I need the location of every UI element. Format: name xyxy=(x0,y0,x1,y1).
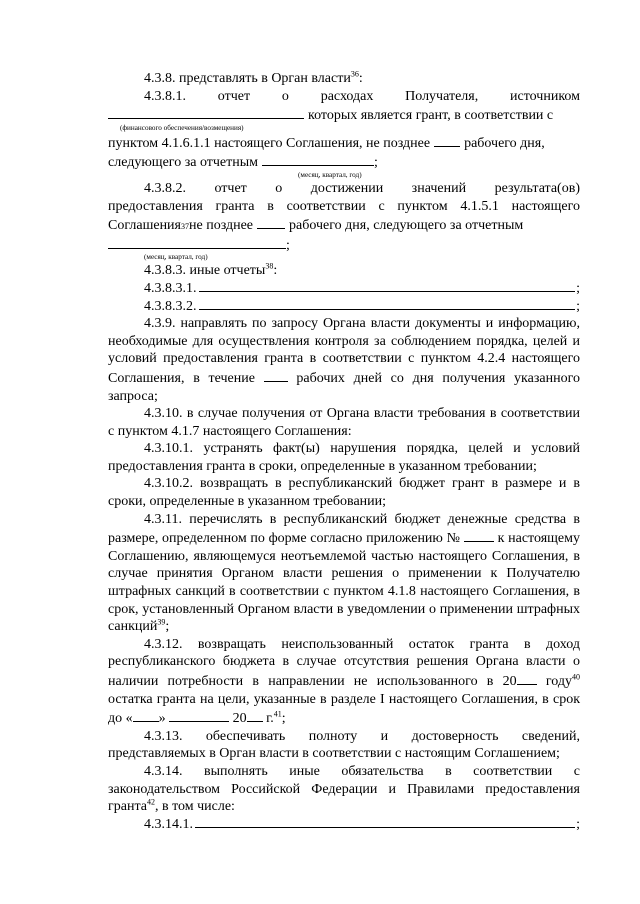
clause-4-3-10-2: 4.3.10.2. возвращать в республиканский бюджет грант в размере и в сроки, определенные в указанном требовании; xyxy=(108,476,580,510)
period-blank-2[interactable] xyxy=(108,235,286,249)
month-blank[interactable] xyxy=(169,708,229,722)
caption-period: (месяц, квартал, год) xyxy=(298,170,362,179)
clause-4-3-14: 4.3.14. выполнять иные обязательства в соответствии с законодательством Российской Федерации и Правилами предоставления гранта$^{42}$, в том числе: xyxy=(108,763,580,815)
caption-funding: (финансового обеспечения/возмещения) xyxy=(120,123,244,132)
other-report-blank-1[interactable] xyxy=(199,291,576,292)
clause-4-3-14-1: 4.3.14.1. ; xyxy=(144,816,580,832)
caption-period-2: (месяц, квартал, год) xyxy=(144,253,208,262)
clause-4-3-9: 4.3.9. направлять по запросу Органа власти документы и информацию, необходимые для осуществления контроля за соблюдением порядка, целей и условий предоставления гранта в соответствии с пунктом 4.2.4 настоящего Соглашения, в течение рабочих дней со дня получения указанного запроса; xyxy=(108,316,580,404)
clause-4-3-10: 4.3.10. в случае получения от Органа власти требования в соответствии с пунктом 4.1.7 настоящего Соглашения: xyxy=(108,406,580,439)
day-blank[interactable] xyxy=(133,708,159,722)
clause-4-3-8: 4.3.8. представлять в Орган власти$^{36}$: xyxy=(144,69,363,86)
funding-type-blank[interactable] xyxy=(108,105,304,119)
days-blank[interactable] xyxy=(434,133,460,147)
document-page xyxy=(108,70,580,833)
clause-4-3-10-1: 4.3.10.1. устранять факт(ы) нарушения порядка, целей и условий предоставления гранта в сроки, определенные в указанном требовании; xyxy=(108,441,580,474)
period-blank[interactable] xyxy=(262,152,374,166)
appendix-number-blank[interactable] xyxy=(464,528,494,542)
clause-4-3-12: 4.3.12. возвращать неиспользованный остаток гранта в доход республиканского бюджета в случае отсутствия решения Органа власти о наличии потребности в направлении не использованного в 20 году$^{40}$ остатка гранта на цели, указанные в разделе I настоящего Соглашения, в срок до « » 20 г.$^{41}$; xyxy=(108,636,580,727)
clause-4-3-13: 4.3.13. обеспечивать полноту и достоверность сведений, представляемых в Орган власти в соответствии с настоящим Соглашением; xyxy=(108,728,580,762)
days-blank-2[interactable] xyxy=(257,215,285,229)
clause-4-3-8-1: 4.3.8.1. отчет о расходах Получателя, источником которых является грант, в соответствии с (финансового обеспечения/возмещения) пунктом 4.1.6.1.1 настоящего Соглашения, не позднее рабочего дня, следующего за отчетным ; (месяц, квартал, год) xyxy=(108,88,580,179)
other-obligation-blank[interactable] xyxy=(195,827,575,828)
clause-4-3-8-3-1: 4.3.8.3.1. ; xyxy=(144,280,580,296)
year-blank[interactable] xyxy=(517,671,537,685)
days-blank-3[interactable] xyxy=(264,368,288,382)
clause-4-3-8-3: 4.3.8.3. иные отчеты$^{38}$: xyxy=(144,261,278,279)
clause-4-3-8-2: 4.3.8.2. отчет о достижении значений результата(ов) предоставления гранта в соответствии с пунктом 4.1.5.1 настоящего Соглашения 37 не позднее рабочего дня, следующего за отчетным ; (месяц, квартал, год) xyxy=(108,180,580,262)
clause-4-3-11: 4.3.11. перечислять в республиканский бюджет денежные средства в размере, определенном по форме согласно приложению № к настоящему Соглашению, являющемуся неотъемлемой частью настоящего Соглашения, в случае принятия Органом власти решения о применении к Получателю штрафных санкций в соответствии с пунктом 4.1.8 настоящего Соглашения, в срок, установленный Органом власти в уведомлении о применении штрафных санкций$^{39}$; xyxy=(108,511,581,635)
year-blank-2[interactable] xyxy=(247,708,263,722)
other-report-blank-2[interactable] xyxy=(199,309,576,310)
clause-4-3-8-3-2: 4.3.8.3.2. ; xyxy=(144,298,580,314)
